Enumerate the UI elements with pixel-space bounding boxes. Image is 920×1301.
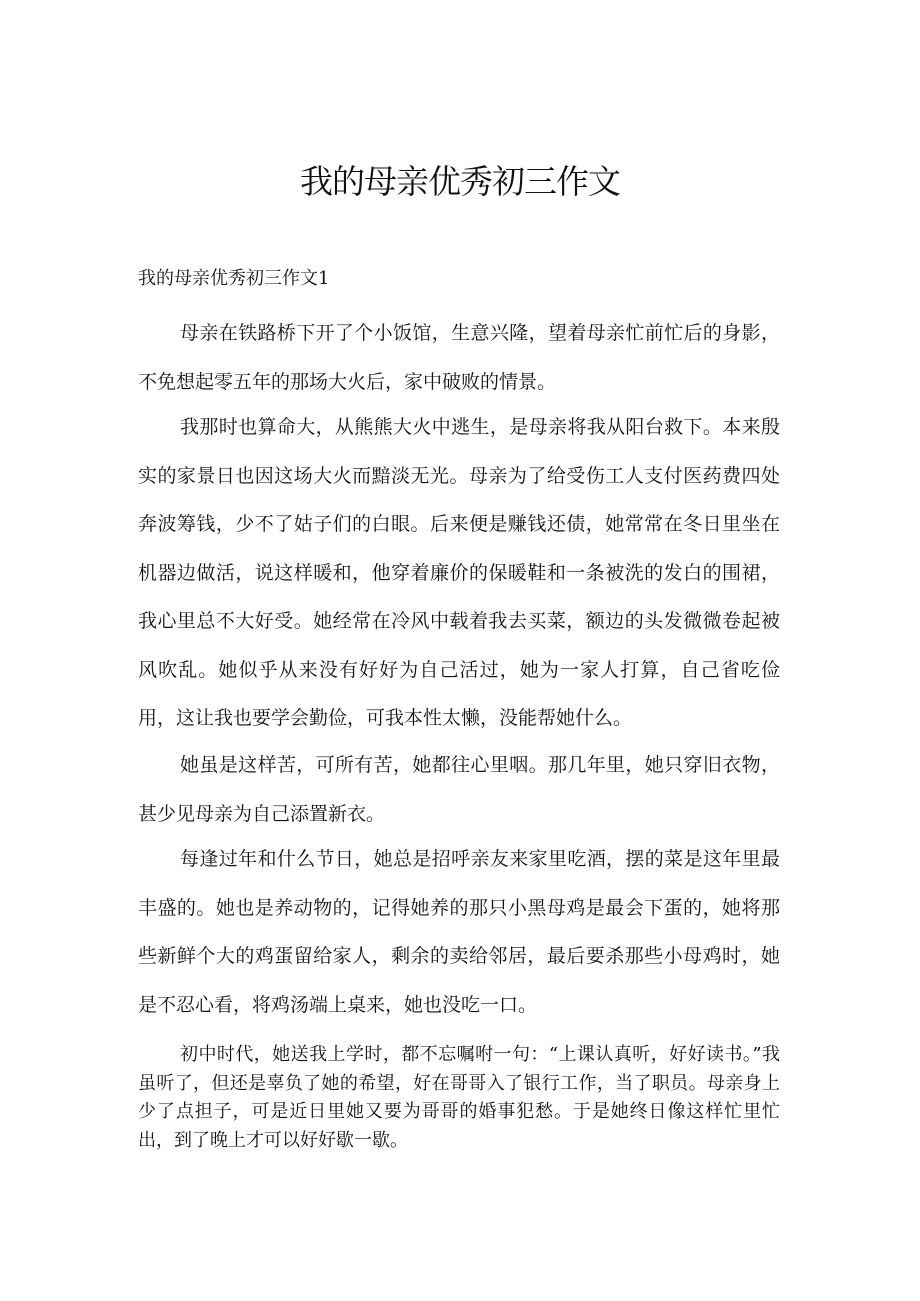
document-title: 我的母亲优秀初三作文 (300, 162, 620, 201)
paragraph-3: 她虽是这样苦，可所有苦，她都往心里咽。那几年里，她只穿旧衣物，甚少见母亲为自己添置新衣。 (138, 754, 780, 825)
paragraph-5: 初中时代，她送我上学时，都不忘嘱咐一句：“上课认真听，好好读书。”我虽听了，但还是辜负了她的希望，好在哥哥入了银行工作，当了职员。母亲身上少了点担子，可是近日里她又要为哥哥的婚事犯愁。于是她终日像这样忙里忙出，到了晚上才可以好好歇一歇。 (138, 1044, 780, 1151)
paragraph-2: 我那时也算命大，从熊熊大火中逃生，是母亲将我从阳台救下。本来殷实的家景日也因这场大火而黯淡无光。母亲为了给受伤工人支付医药费四处奔波筹钱，少不了姑子们的白眼。后来便是赚钱还债，她常常在冬日里坐在机器边做活，说这样暖和，他穿着廉价的保暖鞋和一条被洗的发白的围裙，我心里总不大好受。她经常在冷风中载着我去买菜，额边的头发微微卷起被风吹乱。她似乎从来没有好好为自己活过，她为一家人打算，自己省吃俭用，这让我也要学会勤俭，可我本性太懒，没能帮她什么。 (138, 416, 780, 729)
section-heading: 我的母亲优秀初三作文1 (138, 268, 330, 289)
paragraph-1: 母亲在铁路桥下开了个小饭馆，生意兴隆，望着母亲忙前忙后的身影，不免想起零五年的那场大火后，家中破败的情景。 (138, 322, 780, 393)
paragraph-4: 每逢过年和什么节日，她总是招呼亲友来家里吃酒，摆的菜是这年里最丰盛的。她也是养动物的，记得她养的那只小黑母鸡是最会下蛋的，她将那些新鲜个大的鸡蛋留给家人，剩余的卖给邻居，最后要杀那些小母鸡时，她是不忍心看，将鸡汤端上桌来，她也没吃一口。 (138, 848, 780, 1016)
